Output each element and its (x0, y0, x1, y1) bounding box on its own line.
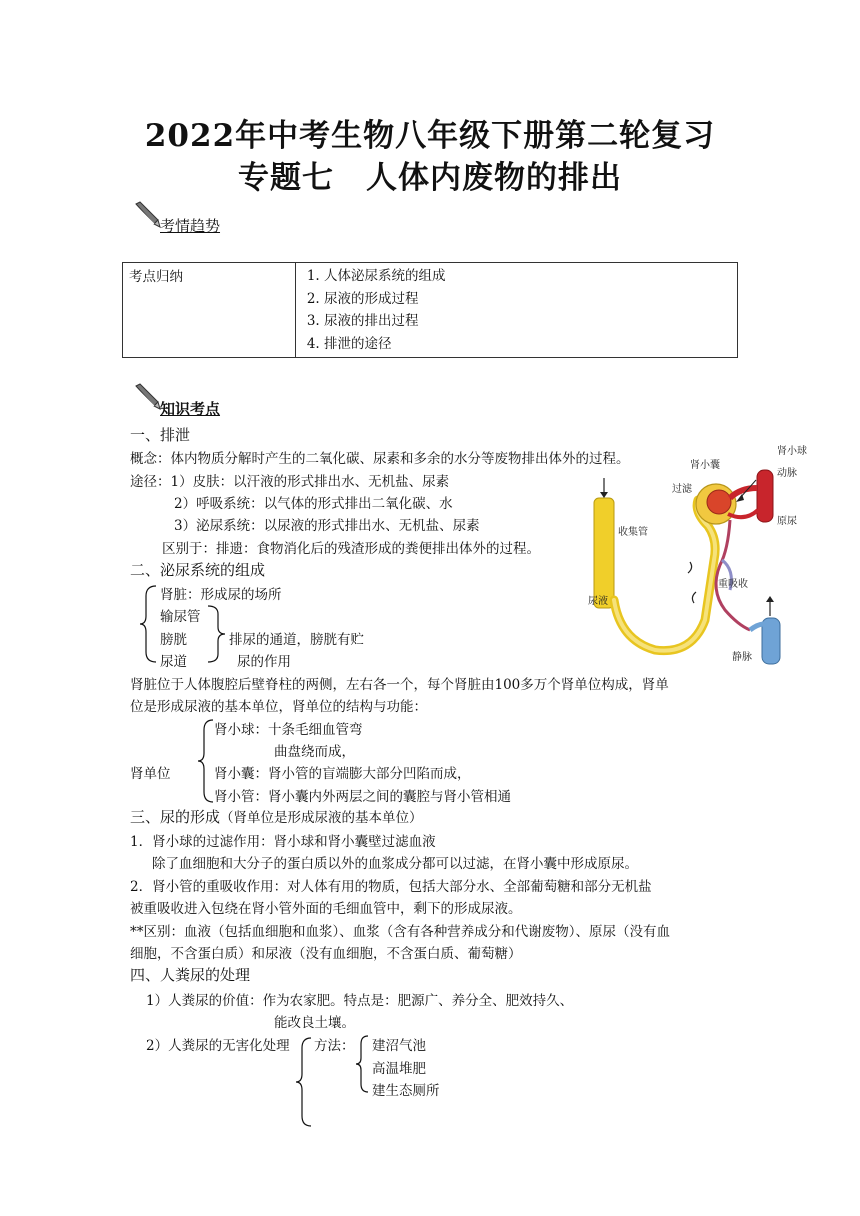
part3-p3: **区别：血液（包括血细胞和血浆）、血浆（含有各种营养成分和代谢废物）、原尿（没有血 (130, 924, 670, 940)
label-filter: 过滤 (672, 484, 692, 495)
part1-difference: 区别于：排遗：食物消化后的残渣形成的粪便排出体外的过程。 (162, 541, 540, 557)
part3-p3b: 细胞，不含蛋白质）和尿液（没有血细胞，不含蛋白质、葡萄糖） (130, 946, 522, 962)
part1-route1: 途径：1）皮肤：以汗液的形式排出水、无机盐、尿素 (130, 474, 450, 490)
part2-urethra: 尿道 (160, 654, 187, 670)
nephron-diagram (580, 440, 810, 680)
nephron-capsule: 肾小囊：肾小管的盲端膨大部分凹陷而成， (214, 766, 471, 782)
table-label: 考点归纳 (123, 263, 296, 358)
part4-m2: 高温堆肥 (372, 1061, 426, 1077)
page-title: 2022年中考生物八年级下册第二轮复习 (144, 118, 716, 154)
part4-heading: 四、人粪尿的处理 (130, 966, 251, 984)
label-glomerulus: 肾小球 (777, 446, 807, 457)
brace-icon (294, 1036, 314, 1128)
part3-p1: 1．肾小球的过滤作用：肾小球和肾小囊壁过滤血液 (130, 834, 436, 850)
part2-ureter: 输尿管 (160, 609, 201, 625)
part4-m3: 建生态厕所 (372, 1083, 440, 1099)
label-vein: 静脉 (732, 652, 752, 663)
list-item: 4. 排泄的途径 (324, 333, 731, 356)
part1-route3: 3）泌尿系统：以尿液的形式排出水、无机盐、尿素 (174, 518, 480, 534)
part3-p1b: 除了血细胞和大分子的蛋白质以外的血浆成分都可以过滤，在肾小囊中形成原尿。 (152, 856, 638, 872)
part3-p2b: 被重吸收进入包绕在肾小管外面的毛细血管中，剩下的形成尿液。 (130, 901, 522, 917)
section-heading-kaoqing: 考情趋势 (160, 217, 221, 235)
label-collecting-duct: 收集管 (618, 527, 648, 538)
part4-harmless: 2）人粪尿的无害化处理 (146, 1038, 290, 1054)
part2-bladder: 膀胱 (160, 632, 187, 648)
part2-para2: 位是形成尿液的基本单位，肾单位的结构与功能： (130, 699, 427, 715)
part2-channel1: 排尿的通道，膀胱有贮 (229, 632, 364, 648)
nephron-label: 肾单位 (130, 766, 171, 782)
part4-method: 方法： (314, 1038, 355, 1054)
brace-icon (138, 584, 160, 664)
section-heading-zhishi: 知识考点 (160, 400, 221, 418)
nephron-glomerulus-cont: 曲盘绕而成， (274, 744, 355, 760)
part3-heading-text: 三、尿的形成 (130, 808, 221, 826)
part2-para1: 肾脏位于人体腹腔后壁脊柱的两侧，左右各一个，每个肾脏由100多万个肾单位构成，肾单 (130, 677, 669, 693)
list-item: 1. 人体泌尿系统的组成 (324, 265, 731, 288)
list-item: 3. 尿液的排出过程 (324, 310, 731, 333)
part2-channel2: 尿的作用 (237, 654, 291, 670)
nephron-glomerulus: 肾小球：十条毛细血管弯 (214, 722, 363, 738)
label-primary-urine: 原尿 (777, 516, 797, 527)
part3-heading (130, 806, 423, 827)
part3-p2: 2．肾小管的重吸收作用：对人体有用的物质，包括大部分水、全部葡萄糖和部分无机盐 (130, 879, 652, 895)
nephron-tubule: 肾小管：肾小囊内外两层之间的囊腔与肾小管相通 (214, 789, 511, 805)
part1-heading: 一、排泄 (130, 426, 191, 444)
brace-icon (354, 1034, 370, 1094)
part4-value2: 能改良土壤。 (274, 1015, 355, 1031)
part4-value1: 1）人粪尿的价值：作为农家肥。特点是：肥源广、养分全、肥效持久、 (146, 993, 574, 1009)
label-artery: 动脉 (777, 468, 797, 479)
kaodian-table (122, 262, 738, 358)
list-item: 2. 尿液的形成过程 (324, 288, 731, 311)
part1-route2: 2）呼吸系统：以气体的形式排出二氧化碳、水 (174, 496, 453, 512)
label-capsule: 肾小囊 (690, 460, 720, 471)
part4-m1: 建沼气池 (372, 1038, 426, 1054)
label-reabsorption: 重吸收 (718, 579, 748, 590)
brace-icon (205, 604, 227, 664)
pencil-icon (132, 200, 162, 230)
part3-heading-note: （肾单位是形成尿液的基本单位） (220, 810, 423, 826)
part2-heading: 二、泌尿系统的组成 (130, 561, 266, 579)
brace-icon (196, 718, 216, 804)
page-subtitle: 专题七 人体内废物的排出 (238, 160, 622, 196)
pencil-icon (132, 382, 162, 412)
part1-concept: 概念：体内物质分解时产生的二氧化碳、尿素和多余的水分等废物排出体外的过程。 (130, 451, 630, 467)
table-items (296, 263, 738, 358)
label-urine: 尿液 (588, 596, 608, 607)
part2-kidney: 肾脏：形成尿的场所 (160, 587, 282, 603)
